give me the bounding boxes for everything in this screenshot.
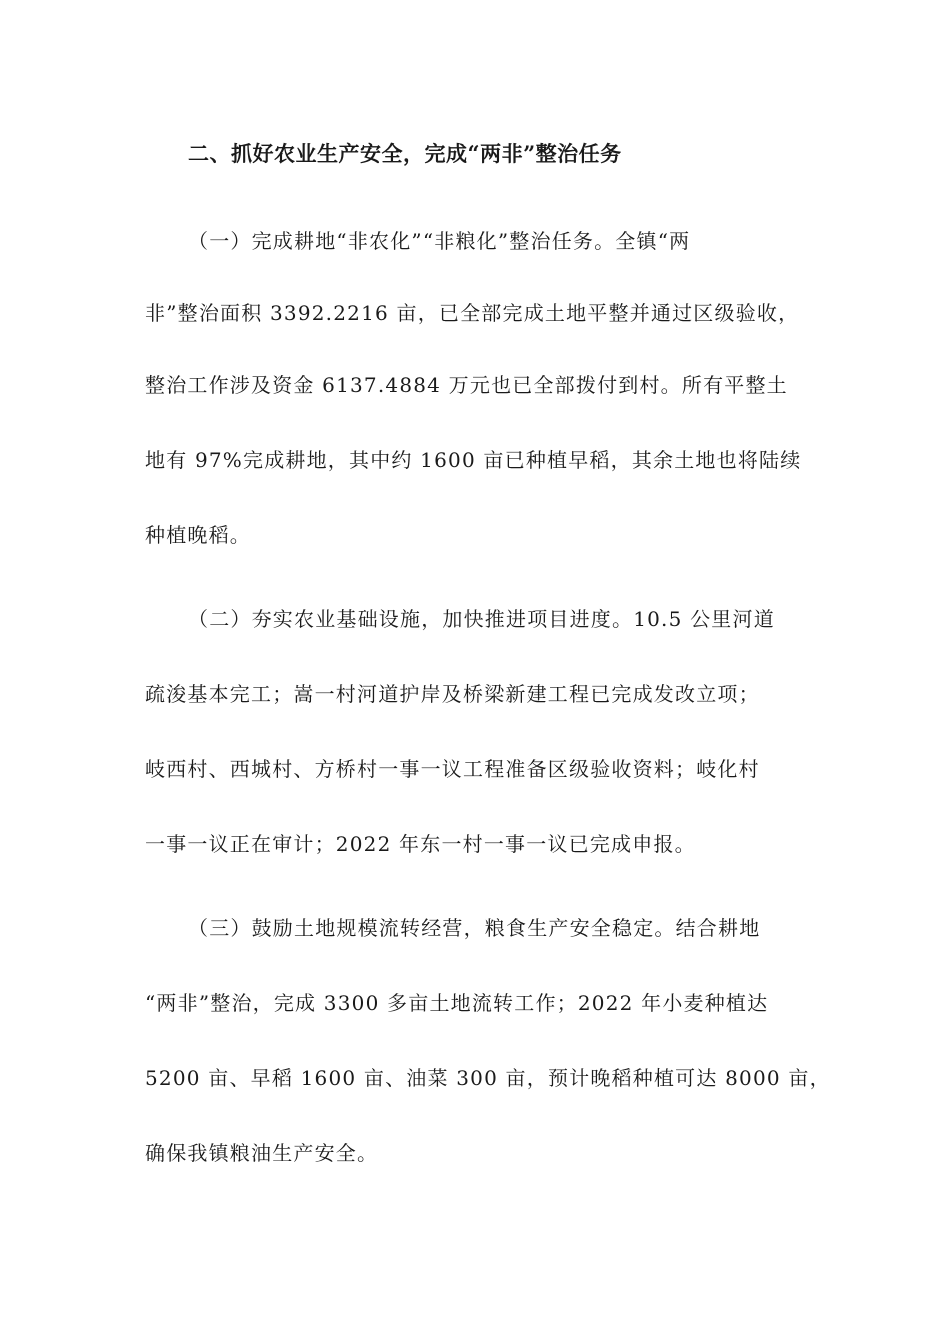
paragraph-1-line-5: 种植晚稻。 xyxy=(145,523,251,547)
paragraph-1-line-3: 整治工作涉及资金 6137.4884 万元也已全部拨付到村。所有平整土 xyxy=(145,373,788,397)
section-heading: 二、抓好农业生产安全，完成“两非”整治任务 xyxy=(188,141,622,166)
paragraph-2-line-2: 疏浚基本完工；嵩一村河道护岸及桥梁新建工程已完成发改立项； xyxy=(145,682,760,706)
paragraph-1-line-2: 非”整治面积 3392.2216 亩，已全部完成土地平整并通过区级验收， xyxy=(145,301,800,325)
paragraph-3-line-2: “两非”整治，完成 3300 多亩土地流转工作；2022 年小麦种植达 xyxy=(145,991,769,1015)
paragraph-3-line-4: 确保我镇粮油生产安全。 xyxy=(145,1141,379,1165)
paragraph-3-line-1: （三）鼓励土地规模流转经营，粮食生产安全稳定。结合耕地 xyxy=(188,916,761,940)
paragraph-1-line-4: 地有 97%完成耕地，其中约 1600 亩已种植早稻，其余土地也将陆续 xyxy=(145,448,802,472)
paragraph-1-line-1: （一）完成耕地“非农化”“非粮化”整治任务。全镇“两 xyxy=(188,229,691,253)
paragraph-3-line-3: 5200 亩、早稻 1600 亩、油菜 300 亩，预计晚稻种植可达 8000 亩， xyxy=(145,1066,831,1090)
paragraph-2-line-1: （二）夯实农业基础设施，加快推进项目进度。10.5 公里河道 xyxy=(188,607,775,631)
paragraph-2-line-4: 一事一议正在审计；2022 年东一村一事一议已完成申报。 xyxy=(145,832,696,856)
paragraph-2-line-3: 岐西村、西城村、方桥村一事一议工程准备区级验收资料；岐化村 xyxy=(145,757,760,781)
